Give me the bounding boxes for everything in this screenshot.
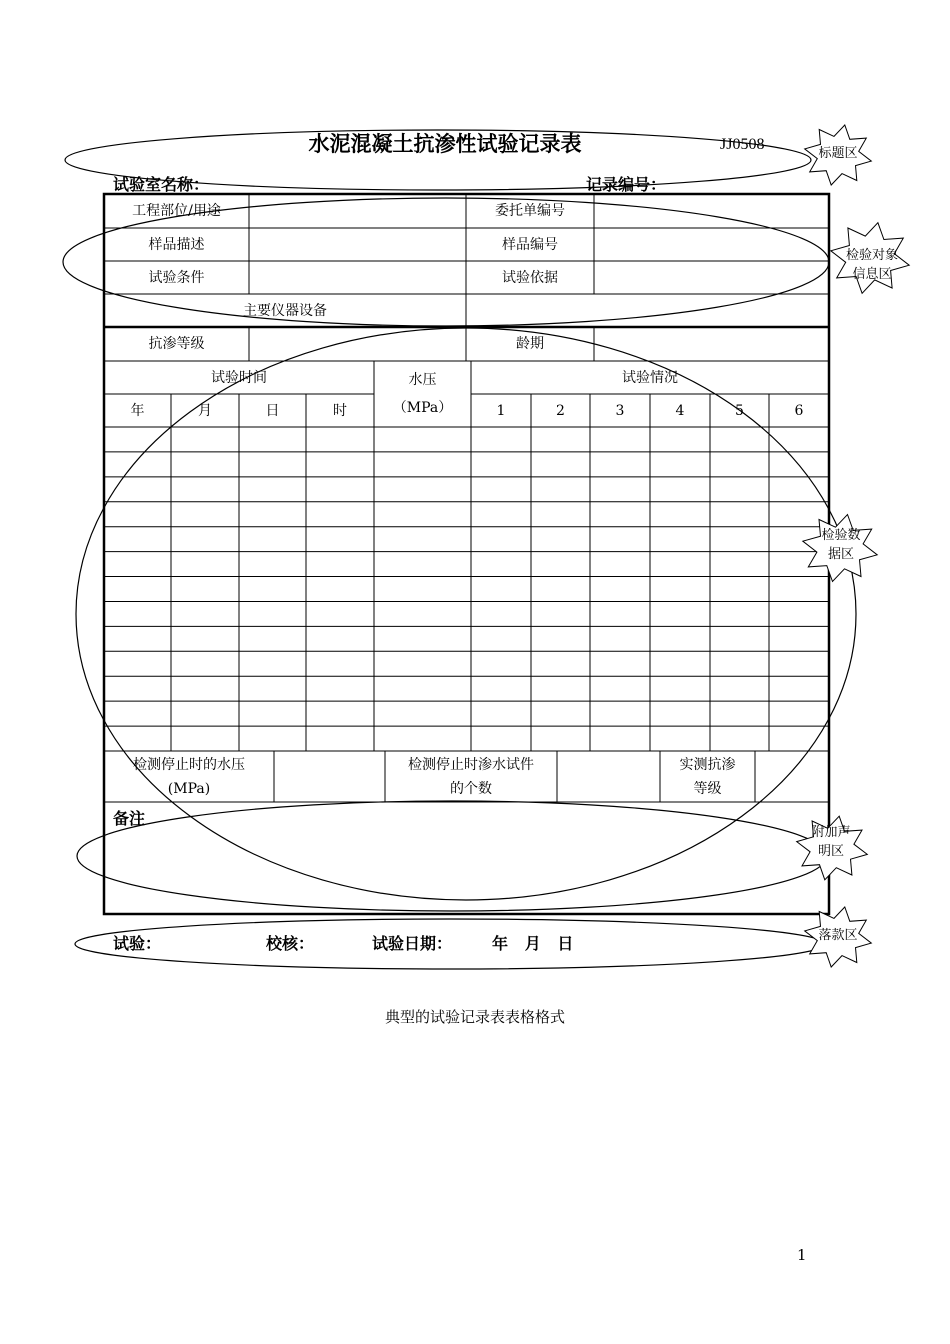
test-date-label: 试验日期：: [372, 934, 453, 953]
sample-no-label: 样品编号: [502, 236, 558, 253]
specimen-col-header: 2: [556, 402, 565, 419]
object-zone-label-line1: 检验对象: [845, 248, 898, 263]
tester-label: 试验：: [113, 934, 162, 953]
water-pressure-header: 水压: [408, 372, 437, 388]
data-zone-ellipse: [76, 328, 856, 900]
test-condition-label: 试验条件: [148, 269, 205, 286]
test-status-header: 试验情况: [622, 369, 678, 386]
test-date-value: 年 月 日: [492, 934, 574, 953]
specimen-col-header: 3: [615, 402, 625, 419]
title-zone-ellipse: [65, 130, 811, 190]
form-title: 水泥混凝土抗渗性试验记录表: [308, 132, 582, 156]
commission-no-label: 委托单编号: [495, 203, 565, 219]
age-label: 龄期: [516, 336, 544, 352]
specimen-col-header: 4: [675, 402, 685, 419]
data-zone-label-line2: 据区: [827, 547, 854, 562]
test-basis-label: 试验依据: [502, 269, 558, 286]
project-part-label: 工程部位/用途: [132, 203, 221, 219]
seep-count-label-line1: 检测停止时渗水试件: [408, 757, 534, 773]
test-time-header: 试验时间: [211, 369, 267, 386]
main-equipment-label: 主要仪器设备: [243, 302, 327, 319]
stop-pressure-label: 检测停止时的水压: [133, 757, 245, 773]
form-code: JJ0508: [720, 136, 765, 153]
specimen-col-header: 1: [496, 402, 506, 419]
time-col-header: 日: [265, 402, 280, 419]
measured-grade-label-line1: 实测抗渗: [679, 757, 736, 773]
specimen-col-header: 5: [735, 402, 744, 419]
lab-name-label: 试验室名称：: [113, 175, 210, 194]
checker-label: 校核：: [266, 934, 315, 953]
time-col-header: 月: [198, 402, 212, 419]
object-zone-ellipse: [63, 198, 829, 326]
title-zone-label: 标题区: [818, 146, 858, 161]
signature-zone-ellipse: [75, 919, 825, 969]
statement-zone-label-line2: 明区: [817, 844, 844, 859]
statement-zone-label-line1: 附加声: [811, 825, 851, 840]
record-no-label: 记录编号：: [586, 175, 667, 194]
time-col-header: 年: [130, 402, 145, 419]
pressure-unit-header: （MPa）: [392, 400, 453, 416]
time-col-header: 时: [333, 402, 347, 419]
seepage-grade-label: 抗渗等级: [148, 336, 205, 352]
sample-desc-label: 样品描述: [148, 236, 205, 253]
statement-zone-ellipse: [77, 801, 827, 911]
stop-pressure-unit: (MPa): [167, 781, 211, 797]
measured-grade-label-line2: 等级: [693, 781, 722, 797]
data-zone-label-line1: 检验数: [821, 528, 861, 543]
page-number: 1: [797, 1246, 807, 1264]
seep-count-label-line2: 的个数: [450, 781, 492, 797]
remarks-label: 备注: [113, 809, 146, 828]
figure-caption: 典型的试验记录表表格格式: [384, 1008, 565, 1026]
specimen-col-header: 6: [794, 402, 804, 419]
object-zone-label-line2: 信息区: [852, 267, 892, 282]
signature-zone-label: 落款区: [818, 928, 858, 943]
